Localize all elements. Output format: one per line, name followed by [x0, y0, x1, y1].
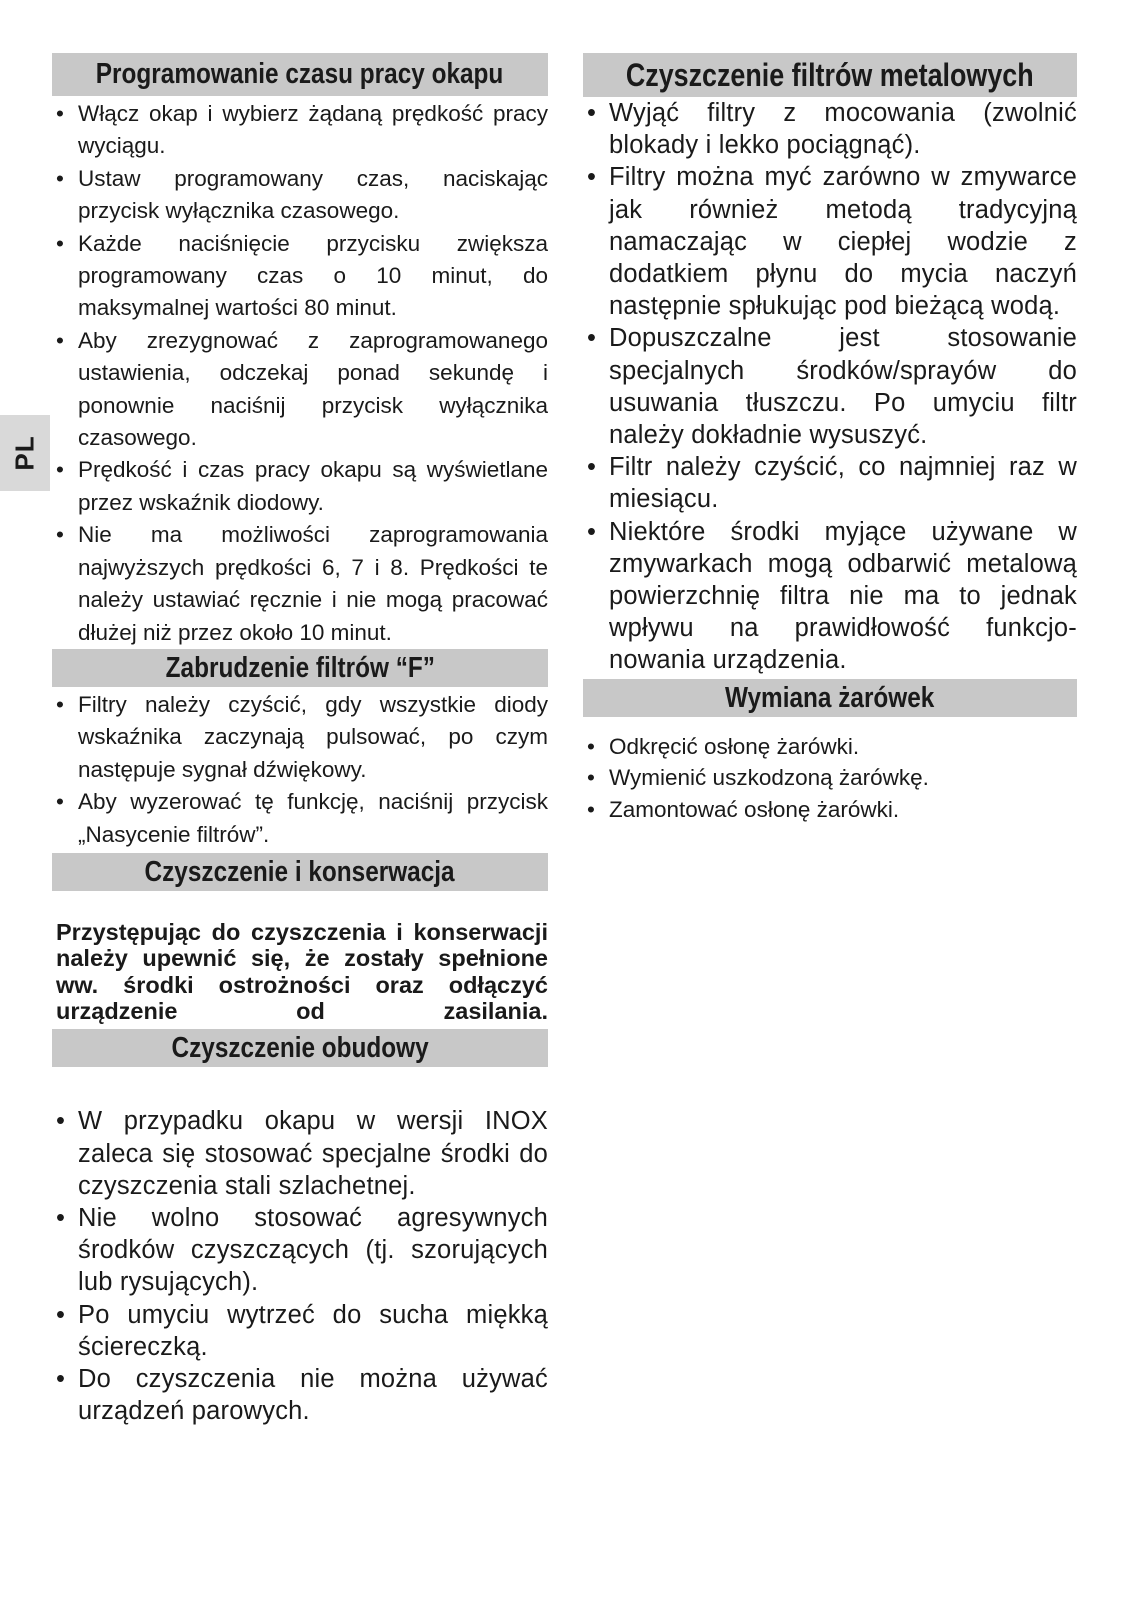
housing-list [52, 1105, 548, 1427]
metal-filters-list [583, 97, 1077, 677]
list-item: • Aby wyzerować tę funkcję, naciśnij przycisk „Nasycenie filtrów”. [52, 786, 548, 851]
list-item: • Ustaw programowany czas, naciskając przycisk wyłącznika czasowego. [52, 163, 548, 228]
list-item: • Odkręcić osłonę żarówki. [583, 731, 1077, 763]
list-item: • Aby zrezygnować z zaprogramowanego ustawienia, odczekaj ponad sekundę i ponownie naciśnij przycisk wyłącznika czasowego. [52, 325, 548, 455]
language-tab [0, 415, 50, 491]
list-item: • Dopuszczalne jest stosowanie specjalnych środków/sprayów do usuwania tłuszczu. Po umyciu filtr należy dokładnie wysuszyć. [583, 322, 1077, 451]
list-item: • Wymienić uszkodzoną żarówkę. [583, 762, 1077, 794]
language-label: PL [9, 435, 40, 471]
list-item: • Filtr należy czyścić, co najmniej raz w miesiącu. [583, 451, 1077, 515]
right-column [583, 53, 1077, 825]
list-item: • Po umyciu wytrzeć do sucha miękką ściereczką. [52, 1299, 548, 1363]
list-item: • Nie ma możliwości zaprogramowania najwyższych prędkości 6, 7 i 8. Prędkości te należy ustawiać ręcznie i nie mogą pracować dłużej niż przez około 10 minut. [52, 519, 548, 649]
section-title-bulbs: Wymiana żarówek [583, 679, 1077, 717]
section-title-metal-filters: Czyszczenie filtrów metalowych [583, 53, 1077, 97]
list-item: • W przypadku okapu w wersji INOX zaleca się stosować specjalne środki do czyszczenia stali szlachetnej. [52, 1105, 548, 1202]
cleaning-warning: Przystępując do czyszczenia i konserwacji należy upewnić się, że zostały spełnione ww. środki ostrożności oraz odłączyć urządzenie od zasilania. [56, 918, 548, 1025]
section-title-timer: Programowanie czasu pracy okapu [52, 53, 548, 96]
list-item: • Filtry można myć zarówno w zmywarce jak również metodą tradycyjną namaczając w ciepłej wodzie z dodatkiem płynu do mycia naczyń następnie spłukując pod bieżącą wodą. [583, 161, 1077, 322]
section-title-cleaning: Czyszczenie i konserwacja [52, 853, 548, 891]
filter-saturation-list [52, 689, 548, 851]
list-item: • Włącz okap i wybierz żądaną prędkość pracy wyciągu. [52, 98, 548, 163]
list-item: • Wyjąć filtry z mocowania (zwolnić blokady i lekko pociągnąć). [583, 97, 1077, 161]
list-item: • Filtry należy czyścić, gdy wszystkie diody wskaźnika zaczynają pulsować, po czym następuje sygnał dźwiękowy. [52, 689, 548, 786]
timer-list [52, 98, 548, 649]
list-item: • Nie wolno stosować agresywnych środków czyszczących (tj. szorujących lub rysujących). [52, 1202, 548, 1299]
list-item: • Każde naciśnięcie przycisku zwiększa programowany czas o 10 minut, do maksymalnej wartości 80 minut. [52, 228, 548, 325]
list-item: • Do czyszczenia nie można używać urządzeń parowych. [52, 1363, 548, 1427]
section-title-housing: Czyszczenie obudowy [52, 1029, 548, 1067]
section-title-filter-saturation: Zabrudzenie filtrów “F” [52, 649, 548, 687]
left-column [52, 53, 548, 1427]
list-item: • Zamontować osłonę żarówki. [583, 794, 1077, 826]
list-item: • Niektóre środki myjące używane w zmywarkach mogą odbarwić metalową powierzchnię filtra nie ma to jednak wpływu na prawidłowość funkcjo-nowania urządzenia. [583, 516, 1077, 677]
list-item: • Prędkość i czas pracy okapu są wyświetlane przez wskaźnik diodowy. [52, 454, 548, 519]
bulbs-list [583, 731, 1077, 826]
